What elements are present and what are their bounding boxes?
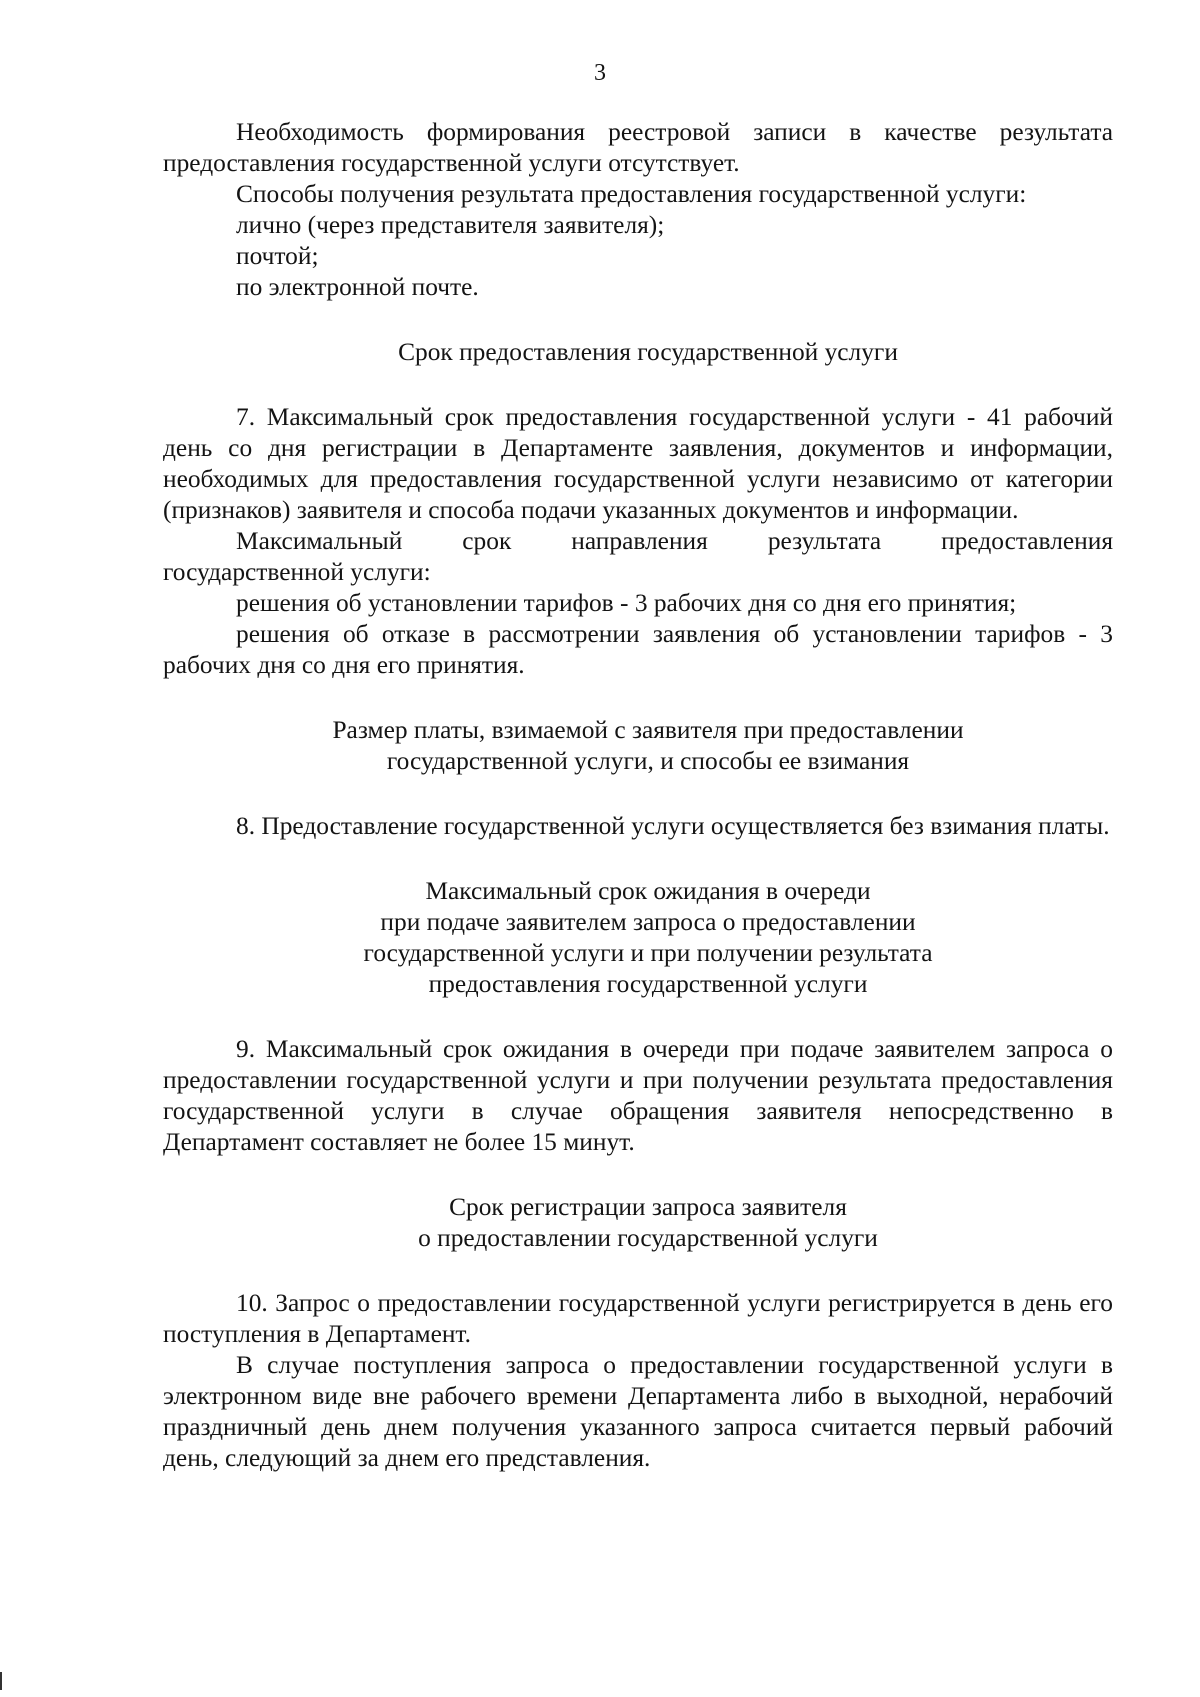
line-max-direction-term	[163, 526, 1113, 557]
heading-registration-line-2: о предоставлении государственной услуги	[418, 1224, 878, 1252]
paragraph-electronic-request: В случае поступления запроса о предоставлении государственной услуги в электронном виде вне рабочего времени Департамента либо в выходной, нерабочий праздничный день днем получения указанного запроса считается первый рабочий день, следующий за днем его представления.	[163, 1351, 1113, 1472]
paragraph-7-max-term: 7. Максимальный срок предоставления государственной услуги - 41 рабочий день со дня регистрации в Департаменте заявления, документов и информации, необходимых для предоставления государственной услуги независимо от категории (признаков) заявителя и способа подачи указанных документов и информации.	[163, 403, 1113, 524]
heading-queue-line-2: при подаче заявителем запроса о предоставлении	[380, 908, 916, 936]
line-by-email: по электронной почте.	[236, 273, 479, 301]
scan-edge-mark	[0, 1672, 2, 1690]
word: предоставления	[941, 527, 1113, 555]
document-body	[163, 117, 1113, 1474]
heading-service-term: Срок предоставления государственной услуги	[398, 338, 898, 366]
word: Максимальный	[236, 527, 403, 555]
paragraph-10-registration: 10. Запрос о предоставлении государственной услуги регистрируется в день его поступления в Департамент.	[163, 1289, 1113, 1348]
paragraph-registry-record: Необходимость формирования реестровой записи в качестве результата предоставления государственной услуги отсутствует.	[163, 118, 1113, 177]
paragraph-8-free-of-charge: 8. Предоставление государственной услуги осуществляется без взимания платы.	[236, 812, 1110, 840]
word: срок	[462, 527, 512, 555]
line-by-mail: почтой;	[236, 242, 319, 270]
line-state-service: государственной услуги:	[163, 558, 431, 586]
line-in-person: лично (через представителя заявителя);	[236, 211, 665, 239]
paragraph-refusal-decision: решения об отказе в рассмотрении заявления об установлении тарифов - 3 рабочих дня со дня его принятия.	[163, 620, 1113, 679]
heading-queue-line-1: Максимальный срок ожидания в очереди	[425, 877, 871, 905]
line-tariff-decision: решения об установлении тарифов - 3 рабочих дня со дня его принятия;	[236, 589, 1017, 617]
page-number: 3	[594, 60, 606, 86]
heading-fee-line-1: Размер платы, взимаемой с заявителя при предоставлении	[332, 716, 964, 744]
paragraph-9-queue-time: 9. Максимальный срок ожидания в очереди при подаче заявителем запроса о предоставлении государственной услуги и при получении результата предоставления государственной услуги в случае обращения заявителя непосредственно в Департамент составляет не более 15 минут.	[163, 1035, 1113, 1156]
heading-registration-line-1: Срок регистрации запроса заявителя	[449, 1193, 847, 1221]
heading-fee-line-2: государственной услуги, и способы ее взимания	[386, 747, 910, 775]
word: направления	[571, 527, 708, 555]
heading-queue-line-3: государственной услуги и при получении результата	[363, 939, 933, 967]
line-result-methods: Способы получения результата предоставления государственной услуги:	[236, 180, 1027, 208]
heading-queue-line-4: предоставления государственной услуги	[428, 970, 868, 998]
word: результата	[767, 527, 882, 555]
